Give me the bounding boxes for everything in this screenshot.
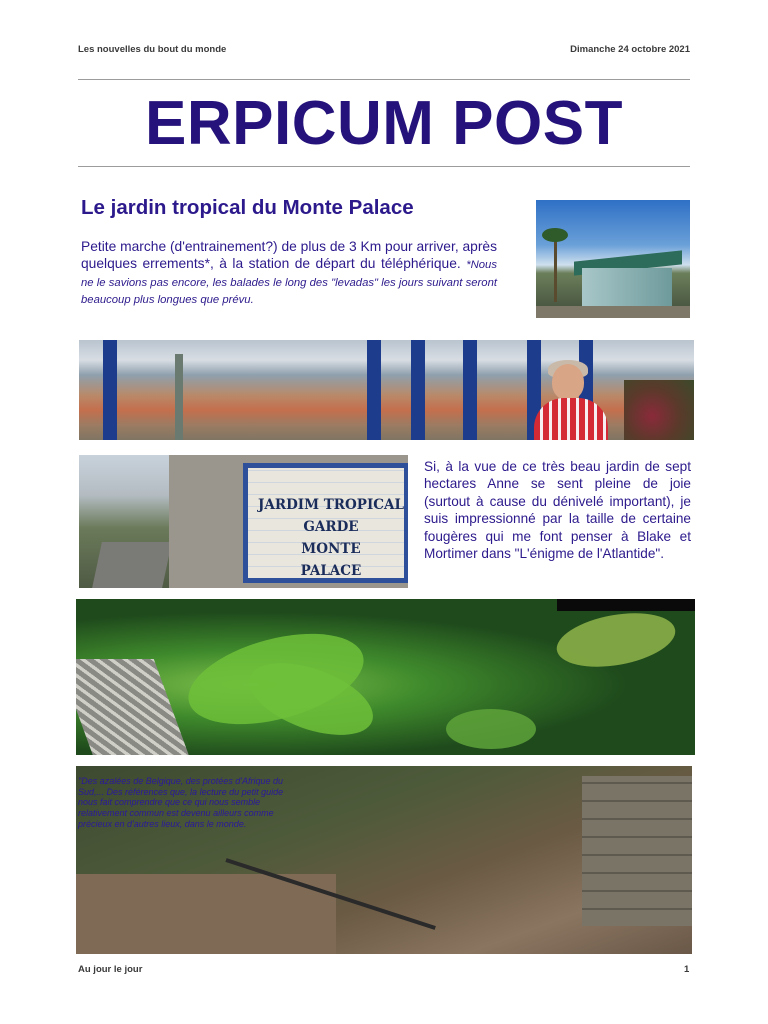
photo-tree-ferns [76, 599, 695, 755]
photo-cable-car-station [536, 200, 690, 318]
station-ground [536, 306, 690, 318]
sign-lettering: JARDIM TROPICAL GARDE MONTE PALACE [258, 497, 404, 579]
photo-caption: "Des azalées de Belgique, des protées d'Afrique du Sud,... Des références que, la lecture du petit guide nous fait comprendre que ce qui nous semble relativement commun est devenu ailleurs comme précieux en d'autres lieux, dans le monde. [78, 776, 284, 829]
street [92, 542, 172, 588]
footer-section: Au jour le jour [78, 964, 143, 975]
passenger-portrait [534, 364, 608, 440]
article-headline: Le jardin tropical du Monte Palace [81, 196, 414, 219]
fern-frond [553, 605, 680, 675]
page-number: 1 [684, 964, 690, 975]
image-edge [557, 599, 695, 611]
cabin-frame-bar [463, 340, 477, 440]
intro-footnote: *Nous ne le savions pas encore, les balades le long des "levadas" les jours suivant seront beaucoup plus longues que prévu. [81, 259, 497, 307]
masthead-rule-bottom [78, 166, 690, 167]
flowers [624, 380, 694, 440]
palm-tree [542, 222, 568, 302]
station-building [582, 268, 672, 306]
photo-garden-path [76, 766, 692, 954]
photo-cable-car-panorama [79, 340, 694, 440]
azulejo-sign [243, 463, 408, 583]
dirt-path [76, 874, 336, 954]
intro-text: Petite marche (d'entrainement?) de plus de 3 Km pour arriver, après quelques errements*, à la station de départ du téléphérique. [81, 239, 497, 272]
photo-garden-sign [79, 455, 408, 588]
cabin-frame-bar [367, 340, 381, 440]
header-section-title: Les nouvelles du bout du monde [78, 44, 227, 55]
article-body: Si, à la vue de ce très beau jardin de sept hectares Anne se sent pleine de joie (surtout à cause du dénivelé important), je suis impressionné par la taille de certaine fougères qui me font penser à Blake et Mortimer dans "L'énigme de l'Atlantide". [424, 459, 691, 562]
cable-pylon [175, 354, 183, 440]
article-intro [81, 238, 497, 308]
mosaic-path [76, 659, 190, 755]
fern-frond [446, 709, 536, 749]
masthead-title: ERPICUM POST [145, 89, 623, 158]
masthead-rule-top [78, 79, 690, 80]
cabin-frame-bar [103, 340, 117, 440]
stone-wall [582, 776, 692, 926]
header-date: Dimanche 24 octobre 2021 [570, 44, 690, 55]
page-header [78, 44, 690, 58]
cabin-frame-bar [411, 340, 425, 440]
